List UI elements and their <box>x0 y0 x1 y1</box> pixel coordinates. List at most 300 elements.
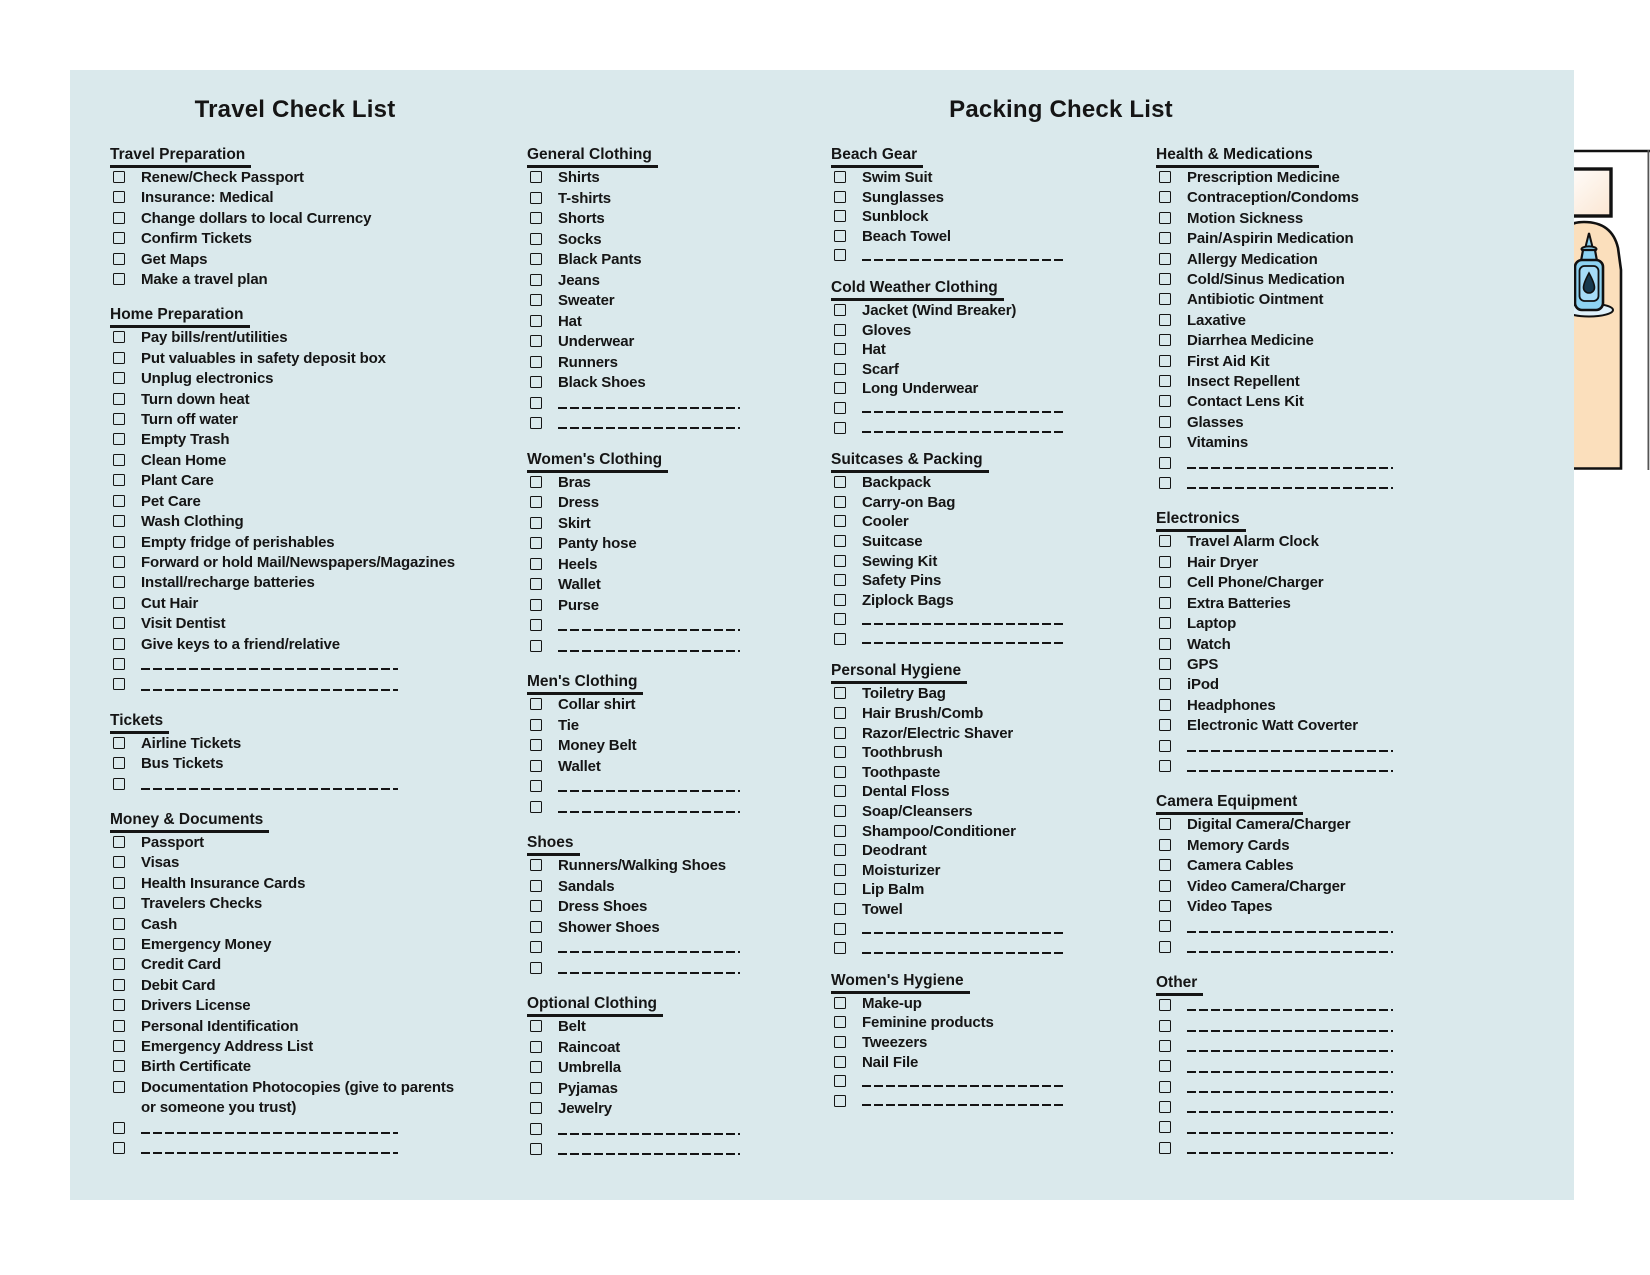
item-label: Laptop <box>1187 615 1237 633</box>
checkbox[interactable] <box>1159 314 1171 326</box>
checkbox[interactable] <box>834 422 846 434</box>
checkbox[interactable] <box>113 877 125 889</box>
checklist-row <box>831 610 1083 630</box>
checkbox[interactable] <box>834 707 846 719</box>
checkbox[interactable] <box>113 515 125 527</box>
checkbox[interactable] <box>1159 1121 1171 1133</box>
checkbox[interactable] <box>530 780 542 792</box>
blank-write-in-line[interactable] <box>862 246 1066 261</box>
section-header: Money & Documents <box>110 811 269 833</box>
checkbox[interactable] <box>530 578 542 590</box>
checklist-row <box>831 419 1083 439</box>
blank-write-in-line[interactable] <box>1187 474 1393 489</box>
blank-write-in-line[interactable] <box>558 637 740 653</box>
checklist-section <box>527 146 779 435</box>
item-label: Cash <box>141 915 178 933</box>
checkbox[interactable] <box>1159 999 1171 1011</box>
checkbox[interactable] <box>530 1102 542 1114</box>
blank-write-in-line[interactable] <box>1187 938 1393 953</box>
checkbox[interactable] <box>1159 375 1171 387</box>
checkbox[interactable] <box>113 1060 125 1072</box>
item-label: Insect Repellent <box>1187 373 1300 391</box>
checkbox[interactable] <box>834 923 846 935</box>
checkbox[interactable] <box>1159 457 1171 469</box>
checklist-row <box>1156 737 1408 757</box>
checkbox[interactable] <box>834 844 846 856</box>
checkbox[interactable] <box>530 171 542 183</box>
checkbox[interactable] <box>1159 171 1171 183</box>
checkbox[interactable] <box>1159 740 1171 752</box>
checklist-row <box>831 552 1083 572</box>
checkbox[interactable] <box>530 376 542 388</box>
checkbox[interactable] <box>1159 597 1171 609</box>
checklist-row <box>527 209 779 230</box>
checklist-row <box>831 399 1083 419</box>
item-label: Shampoo/Conditioner <box>862 822 1016 840</box>
checkbox[interactable] <box>1159 273 1171 285</box>
item-label: Sunglasses <box>862 188 944 206</box>
checkbox[interactable] <box>113 1142 125 1154</box>
checkbox[interactable] <box>113 1020 125 1032</box>
checkbox[interactable] <box>113 918 125 930</box>
checkbox[interactable] <box>113 1040 125 1052</box>
blank-write-in-line[interactable] <box>862 419 1066 434</box>
blank-write-in-line[interactable] <box>1187 1017 1393 1032</box>
checkbox[interactable] <box>834 555 846 567</box>
checkbox[interactable] <box>834 746 846 758</box>
checklist-row <box>1156 757 1408 777</box>
blank-write-in-line[interactable] <box>862 1092 1066 1107</box>
blank-write-in-line[interactable] <box>558 394 740 410</box>
checkbox[interactable] <box>113 393 125 405</box>
checkbox[interactable] <box>530 1082 542 1094</box>
checklist-row <box>527 353 779 374</box>
checkbox[interactable] <box>1159 1142 1171 1154</box>
checkbox[interactable] <box>1159 818 1171 830</box>
checklist-row <box>1156 331 1408 351</box>
checklist-row <box>1156 917 1408 937</box>
checkbox[interactable] <box>834 687 846 699</box>
checkbox[interactable] <box>834 304 846 316</box>
checkbox[interactable] <box>113 474 125 486</box>
checkbox[interactable] <box>113 617 125 629</box>
checklist-row <box>1156 836 1408 856</box>
blank-write-in-line[interactable] <box>141 655 398 670</box>
checklist-row <box>110 614 468 634</box>
checklist-column-1 <box>110 146 468 1159</box>
checkbox[interactable] <box>1159 1081 1171 1093</box>
blank-write-in-line[interactable] <box>558 616 740 632</box>
checkbox[interactable] <box>113 413 125 425</box>
checklist-row <box>1156 1078 1408 1098</box>
checklist-row <box>1156 856 1408 876</box>
checklist-row <box>527 534 779 555</box>
item-label: Jewelry <box>558 1100 612 1117</box>
checklist-row <box>527 1058 779 1079</box>
checkbox[interactable] <box>1159 416 1171 428</box>
checkbox[interactable] <box>834 613 846 625</box>
checkbox[interactable] <box>1159 658 1171 670</box>
blank-write-in-line[interactable] <box>558 414 740 430</box>
checklist-row <box>831 532 1083 552</box>
checklist-row <box>831 321 1083 341</box>
checkbox[interactable] <box>834 382 846 394</box>
checkbox[interactable] <box>1159 1060 1171 1072</box>
section-header-row <box>527 673 779 695</box>
blank-write-in-line[interactable] <box>862 920 1066 935</box>
blank-write-in-line[interactable] <box>558 1140 740 1156</box>
checkbox[interactable] <box>1159 1040 1171 1052</box>
checklist-row <box>110 955 468 975</box>
checkbox[interactable] <box>113 958 125 970</box>
item-label: Wallet <box>558 576 601 593</box>
item-label: Contact Lens Kit <box>1187 393 1304 411</box>
blank-write-in-line[interactable] <box>558 938 740 954</box>
checklist-row <box>831 1072 1083 1092</box>
checkbox[interactable] <box>834 1036 846 1048</box>
checkbox[interactable] <box>1159 436 1171 448</box>
item-label: Pet Care <box>141 492 201 510</box>
checkbox[interactable] <box>530 859 542 871</box>
checkbox[interactable] <box>834 171 846 183</box>
blank-write-in-line[interactable] <box>862 939 1066 954</box>
checklist-row <box>1156 938 1408 958</box>
checkbox[interactable] <box>113 938 125 950</box>
blank-write-in-line[interactable] <box>558 1120 740 1136</box>
checkbox[interactable] <box>113 1122 125 1134</box>
checkbox[interactable] <box>530 941 542 953</box>
checkbox[interactable] <box>530 900 542 912</box>
checkbox[interactable] <box>530 719 542 731</box>
checkbox[interactable] <box>834 864 846 876</box>
checkbox[interactable] <box>530 619 542 631</box>
checklist-row <box>110 594 468 614</box>
checkbox[interactable] <box>1159 355 1171 367</box>
checkbox[interactable] <box>1159 1101 1171 1113</box>
checkbox[interactable] <box>113 979 125 991</box>
item-label: Airline Tickets <box>141 734 242 752</box>
checklist-row <box>110 734 468 754</box>
checkbox[interactable] <box>113 372 125 384</box>
checklist-row <box>527 250 779 271</box>
checkbox[interactable] <box>530 1061 542 1073</box>
checkbox[interactable] <box>113 536 125 548</box>
blank-write-in-line[interactable] <box>1187 1078 1393 1093</box>
checkbox[interactable] <box>834 727 846 739</box>
checkbox[interactable] <box>1159 191 1171 203</box>
checklist-row <box>110 894 468 914</box>
item-label: Cell Phone/Charger <box>1187 574 1324 592</box>
checkbox[interactable] <box>834 210 846 222</box>
checkbox[interactable] <box>113 232 125 244</box>
checkbox[interactable] <box>1159 699 1171 711</box>
checkbox[interactable] <box>530 1123 542 1135</box>
checkbox[interactable] <box>530 880 542 892</box>
checkbox[interactable] <box>530 192 542 204</box>
checkbox[interactable] <box>834 191 846 203</box>
checkbox[interactable] <box>113 1081 125 1093</box>
bottle-clipart <box>1574 148 1650 470</box>
checkbox[interactable] <box>1159 212 1171 224</box>
checkbox[interactable] <box>113 171 125 183</box>
blank-write-in-line[interactable] <box>141 775 398 790</box>
checkbox[interactable] <box>834 1095 846 1107</box>
checkbox[interactable] <box>834 825 846 837</box>
section-header: Health & Medications <box>1156 146 1319 168</box>
checkbox[interactable] <box>113 495 125 507</box>
checkbox[interactable] <box>113 191 125 203</box>
checkbox[interactable] <box>113 331 125 343</box>
checklist-page-panel <box>70 70 1574 1200</box>
checkbox[interactable] <box>1159 678 1171 690</box>
checkbox[interactable] <box>530 739 542 751</box>
item-label: Jeans <box>558 271 600 289</box>
blank-write-in-line[interactable] <box>1187 1118 1393 1133</box>
checklist-row <box>527 877 779 898</box>
checkbox[interactable] <box>113 576 125 588</box>
checkbox[interactable] <box>834 805 846 817</box>
blank-write-in-line[interactable] <box>141 675 398 690</box>
checkbox[interactable] <box>530 1020 542 1032</box>
checkbox[interactable] <box>1159 232 1171 244</box>
checklist-row <box>527 596 779 617</box>
checklist-row <box>1156 372 1408 392</box>
checkbox[interactable] <box>530 517 542 529</box>
checklist-row <box>110 833 468 853</box>
checkbox[interactable] <box>834 574 846 586</box>
checkbox[interactable] <box>1159 253 1171 265</box>
checkbox[interactable] <box>834 476 846 488</box>
checkbox[interactable] <box>530 212 542 224</box>
checklist-row <box>110 492 468 512</box>
checklist-section <box>831 451 1083 649</box>
checkbox[interactable] <box>834 515 846 527</box>
checklist-row <box>1156 532 1408 552</box>
blank-write-in-line[interactable] <box>862 1072 1066 1087</box>
section-header: Personal Hygiene <box>831 662 967 684</box>
blank-write-in-line[interactable] <box>862 610 1066 625</box>
checkbox[interactable] <box>834 1056 846 1068</box>
item-label: Emergency Money <box>141 935 272 953</box>
checkbox[interactable] <box>834 535 846 547</box>
checkbox[interactable] <box>1159 617 1171 629</box>
checkbox[interactable] <box>834 594 846 606</box>
checkbox[interactable] <box>834 942 846 954</box>
checklist-row <box>110 188 468 208</box>
item-label: Travelers Checks <box>141 895 263 913</box>
checkbox[interactable] <box>1159 576 1171 588</box>
blank-write-in-line[interactable] <box>862 630 1066 645</box>
checkbox[interactable] <box>113 897 125 909</box>
item-label: Skirt <box>558 514 591 532</box>
blank-write-in-line[interactable] <box>1187 757 1393 772</box>
blank-write-in-line[interactable] <box>558 798 740 814</box>
checkbox[interactable] <box>113 737 125 749</box>
checkbox[interactable] <box>113 999 125 1011</box>
checkbox[interactable] <box>1159 839 1171 851</box>
checkbox[interactable] <box>1159 395 1171 407</box>
checkbox[interactable] <box>530 417 542 429</box>
checklist-section <box>1156 510 1408 777</box>
checklist-row <box>527 332 779 353</box>
checkbox[interactable] <box>834 903 846 915</box>
checkbox[interactable] <box>834 883 846 895</box>
section-header: Travel Preparation <box>110 146 251 168</box>
checklist-row <box>527 414 779 435</box>
checkbox[interactable] <box>530 1143 542 1155</box>
checkbox[interactable] <box>113 856 125 868</box>
blank-write-in-line[interactable] <box>141 1139 398 1154</box>
item-label: Tweezers <box>862 1033 928 1051</box>
checkbox[interactable] <box>834 1016 846 1028</box>
checkbox[interactable] <box>530 558 542 570</box>
checkbox[interactable] <box>834 496 846 508</box>
checkbox[interactable] <box>530 537 542 549</box>
blank-write-in-line[interactable] <box>1187 737 1393 752</box>
checkbox[interactable] <box>113 556 125 568</box>
checkbox[interactable] <box>530 640 542 652</box>
checkbox[interactable] <box>530 274 542 286</box>
checklist-row <box>1156 897 1408 917</box>
item-label: Emergency Address List <box>141 1037 314 1055</box>
blank-write-in-line[interactable] <box>1187 1139 1393 1154</box>
checklist-section <box>110 306 468 695</box>
checkbox[interactable] <box>834 785 846 797</box>
blank-write-in-line[interactable] <box>1187 1098 1393 1113</box>
checklist-row <box>110 996 468 1016</box>
checkbox[interactable] <box>530 233 542 245</box>
checkbox[interactable] <box>530 496 542 508</box>
checklist-row <box>527 777 779 798</box>
section-header: Women's Hygiene <box>831 972 970 994</box>
checkbox[interactable] <box>1159 941 1171 953</box>
blank-write-in-line[interactable] <box>1187 996 1393 1011</box>
checkbox[interactable] <box>1159 859 1171 871</box>
checkbox[interactable] <box>530 760 542 772</box>
item-label: Digital Camera/Charger <box>1187 816 1351 834</box>
checkbox[interactable] <box>1159 880 1171 892</box>
checkbox[interactable] <box>834 766 846 778</box>
checklist-section <box>110 146 468 290</box>
checkbox[interactable] <box>113 253 125 265</box>
checkbox[interactable] <box>834 633 846 645</box>
checklist-row <box>831 340 1083 360</box>
checklist-row <box>831 227 1083 247</box>
checkbox[interactable] <box>1159 920 1171 932</box>
item-label: Backpack <box>862 474 931 492</box>
checkbox[interactable] <box>530 921 542 933</box>
checkbox[interactable] <box>530 253 542 265</box>
checkbox[interactable] <box>530 599 542 611</box>
checkbox[interactable] <box>834 402 846 414</box>
item-label: Give keys to a friend/relative <box>141 635 340 653</box>
checkbox[interactable] <box>530 335 542 347</box>
checkbox[interactable] <box>113 433 125 445</box>
checkbox[interactable] <box>1159 535 1171 547</box>
checkbox[interactable] <box>834 230 846 242</box>
blank-write-in-line[interactable] <box>558 959 740 975</box>
checklist-row <box>831 360 1083 380</box>
checkbox[interactable] <box>113 757 125 769</box>
checkbox[interactable] <box>530 356 542 368</box>
checklist-section <box>527 673 779 818</box>
checkbox[interactable] <box>113 678 125 690</box>
checkbox[interactable] <box>1159 1020 1171 1032</box>
checkbox[interactable] <box>530 315 542 327</box>
checkbox[interactable] <box>834 363 846 375</box>
checklist-row <box>527 1120 779 1141</box>
blank-write-in-line[interactable] <box>1187 1057 1393 1072</box>
checkbox[interactable] <box>1159 638 1171 650</box>
blank-write-in-line[interactable] <box>1187 454 1393 469</box>
checklist-row <box>831 763 1083 783</box>
checkbox[interactable] <box>1159 334 1171 346</box>
checklist-row <box>1156 877 1408 897</box>
section-header-row <box>110 306 468 328</box>
blank-write-in-line[interactable] <box>1187 917 1393 932</box>
checkbox[interactable] <box>1159 900 1171 912</box>
checklist-row <box>1156 655 1408 675</box>
checkbox[interactable] <box>1159 719 1171 731</box>
item-label: Dress <box>558 494 599 511</box>
checkbox[interactable] <box>530 1041 542 1053</box>
checkbox[interactable] <box>1159 293 1171 305</box>
checkbox[interactable] <box>530 294 542 306</box>
checkbox[interactable] <box>113 638 125 650</box>
section-header-row <box>1156 793 1408 815</box>
checklist-row <box>110 349 468 369</box>
checkbox[interactable] <box>113 778 125 790</box>
blank-write-in-line[interactable] <box>1187 1037 1393 1052</box>
checkbox[interactable] <box>530 698 542 710</box>
blank-write-in-line[interactable] <box>141 1119 398 1134</box>
checklist-row <box>527 798 779 819</box>
checkbox[interactable] <box>113 212 125 224</box>
section-header: Tickets <box>110 712 169 734</box>
checklist-row <box>527 271 779 292</box>
checkbox[interactable] <box>1159 760 1171 772</box>
checkbox[interactable] <box>530 801 542 813</box>
checklist-row <box>110 1119 468 1139</box>
blank-write-in-line[interactable] <box>862 399 1066 414</box>
item-label: Drivers License <box>141 997 251 1015</box>
checkbox[interactable] <box>834 343 846 355</box>
item-label: Travel Alarm Clock <box>1187 533 1319 551</box>
item-label: Scarf <box>862 360 899 378</box>
blank-write-in-line[interactable] <box>558 777 740 793</box>
checkbox[interactable] <box>834 324 846 336</box>
checkbox[interactable] <box>530 476 542 488</box>
checklist-row <box>831 188 1083 208</box>
checkbox[interactable] <box>113 454 125 466</box>
section-header-row <box>1156 146 1408 168</box>
checkbox[interactable] <box>1159 477 1171 489</box>
checkbox[interactable] <box>530 397 542 409</box>
checkbox[interactable] <box>113 352 125 364</box>
checkbox[interactable] <box>113 273 125 285</box>
checklist-row <box>527 918 779 939</box>
checkbox[interactable] <box>834 997 846 1009</box>
checkbox[interactable] <box>530 962 542 974</box>
checkbox[interactable] <box>834 249 846 261</box>
checkbox[interactable] <box>113 658 125 670</box>
checkbox[interactable] <box>834 1075 846 1087</box>
checkbox[interactable] <box>1159 556 1171 568</box>
checkbox[interactable] <box>113 597 125 609</box>
checklist-row <box>831 802 1083 822</box>
item-label: Debit Card <box>141 976 216 994</box>
checkbox[interactable] <box>113 836 125 848</box>
